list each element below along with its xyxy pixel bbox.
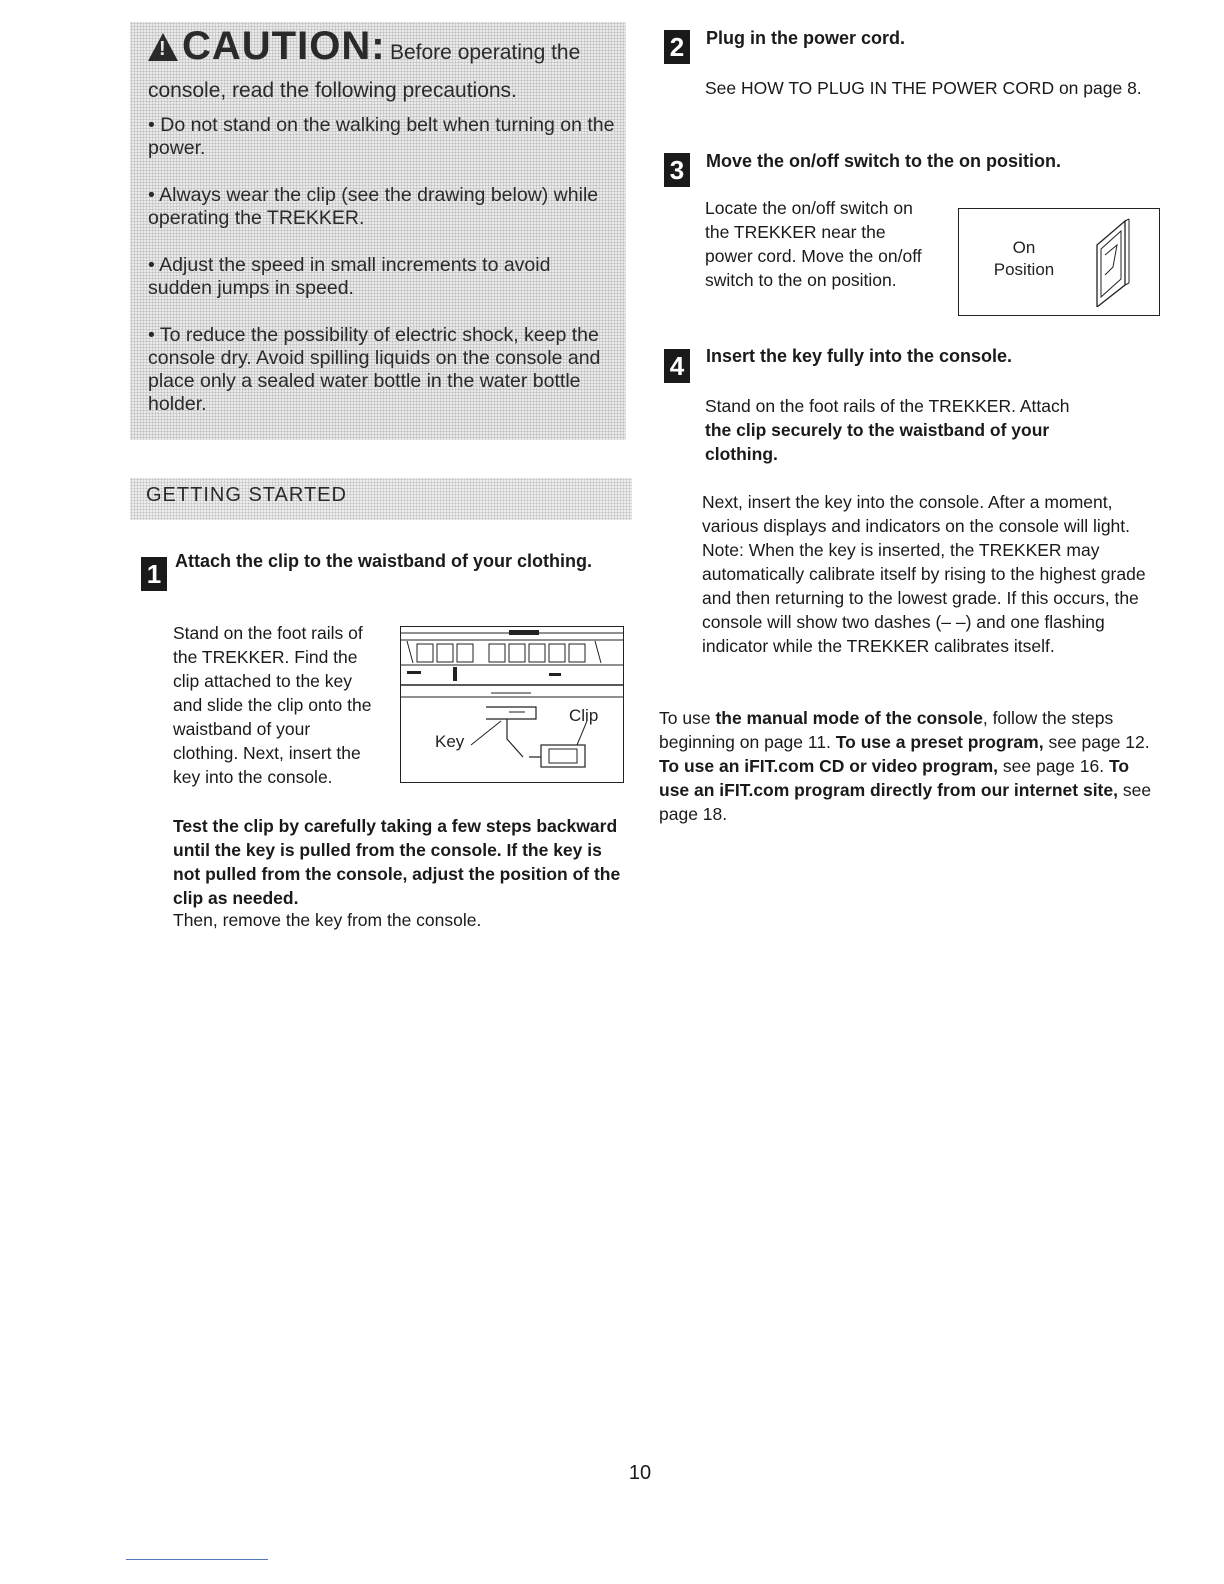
step-1-text-a: Stand on the foot rails of the TREKKER. Find the clip attached to the key and slide the clip onto the waistband of your clothing. Next, insert the key into the console. — [173, 623, 372, 787]
step-1-badge: 1 — [141, 557, 167, 591]
getting-started-header — [130, 478, 632, 520]
closing-bold: To use a preset program, — [835, 732, 1044, 752]
step-4-title: Insert the key fully into the console. — [706, 346, 1013, 366]
closing-bold: To use an iFIT.com CD or video program, — [659, 756, 999, 776]
caution-list — [148, 114, 618, 440]
key-label: Key — [435, 732, 465, 751]
closing-bold: the manual mode of the console — [715, 708, 983, 728]
step-1-text-c: Then, remove the key from the console. — [173, 910, 482, 930]
step-3-badge: 3 — [664, 153, 690, 187]
step-2-text: See HOW TO PLUG IN THE POWER CORD on page 8. — [705, 78, 1142, 98]
step-1-title: Attach the clip to the waistband of your clothing. — [175, 551, 593, 571]
caution-item: • Do not stand on the walking belt when turning on the power. — [148, 114, 615, 159]
position-label: Position — [993, 260, 1055, 279]
caution-intro-b: console, read the following precautions. — [148, 79, 517, 102]
caution-intro-a: Before operating the — [389, 41, 581, 64]
caution-heading — [148, 24, 628, 111]
getting-started-label: GETTING STARTED — [146, 484, 347, 506]
closing-paragraph — [659, 706, 1154, 826]
step-4-badge: 4 — [664, 349, 690, 383]
step-4-text-a: Stand on the foot rails of the TREKKER. Attach — [705, 396, 1070, 416]
step-4-text-b: the clip securely to the waistband of your clothing. — [705, 420, 1050, 464]
step-4-text-c: Next, insert the key into the console. After a moment, various displays and indicators on the console will light. Note: When the key is inserted, the TREKKER may automatically calibrate itself by rising to the highest grade and then returning to the lowest grade. If this occurs, the console will show two dashes (– –) and one flashing indicator while the TREKKER calibrates itself. — [702, 492, 1146, 656]
caution-item: • To reduce the possibility of electric shock, keep the console dry. Avoid spilling liquids on the console and place only a sealed water bottle in the water bottle holder. — [148, 324, 601, 415]
warning-triangle-icon — [148, 33, 178, 61]
caution-word: CAUTION: — [182, 24, 386, 68]
closing-text: see page 12. — [1043, 732, 1150, 752]
closing-text: see page 16. — [998, 756, 1109, 776]
footer-divider — [126, 1559, 268, 1560]
step-1-text-b: Test the clip by carefully taking a few steps backward until the key is pulled from the console. If the key is not pulled from the console, adjust the position of the clip as needed. — [173, 816, 621, 908]
caution-item: • Adjust the speed in small increments to avoid sudden jumps in speed. — [148, 254, 551, 299]
rocker-switch-icon — [1087, 215, 1147, 307]
closing-text: see page 18. — [659, 780, 1152, 824]
caution-item: • Always wear the clip (see the drawing below) while operating the TREKKER. — [148, 184, 599, 229]
caution-box — [130, 22, 626, 440]
closing-bold: To use an iFIT.com program directly from our internet site, — [659, 756, 1130, 800]
clip-label: Clip — [569, 706, 599, 725]
on-position-figure — [958, 208, 1160, 316]
closing-text: To use — [659, 708, 716, 728]
on-label: On — [1012, 238, 1036, 257]
page-number: 10 — [628, 1462, 652, 1484]
console-key-figure — [400, 626, 624, 783]
step-3-text: Locate the on/off switch on the TREKKER near the power cord. Move the on/off switch to the on position. — [705, 198, 922, 290]
closing-text: , follow the steps beginning on page 11. — [659, 708, 1114, 752]
step-2-badge: 2 — [664, 30, 690, 64]
step-3-title: Move the on/off switch to the on position. — [706, 151, 1061, 171]
step-2-title: Plug in the power cord. — [706, 28, 906, 48]
